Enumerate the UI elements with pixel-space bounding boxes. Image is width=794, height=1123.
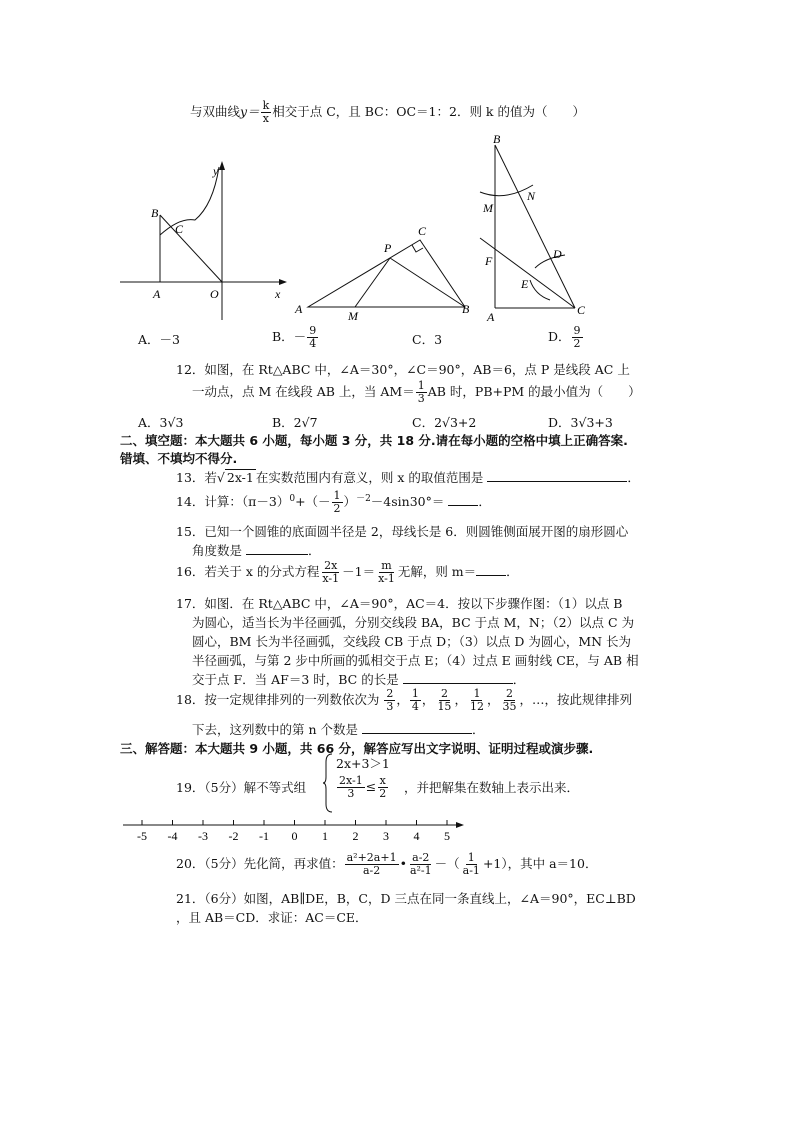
q19-post: ，并把解集在数轴上表示出来． [404,780,580,795]
figure-triangle-apc [290,220,480,325]
fig1-y: y [213,164,219,178]
svg-text:A: A [295,302,303,316]
svg-text:C: C [577,303,585,317]
q14-answer-blank[interactable] [448,493,478,506]
numline-tick-label: 2 [352,829,359,843]
numline-tick-label: -3 [198,829,208,843]
q21-line2: ，且 AB＝CD．求证：AC＝CE． [176,910,368,925]
q15-line1: 15．已知一个圆锥的底面圆半径是 2，母线长是 6．则圆锥侧面展开图的扇形圆心 [176,524,629,539]
svg-text:P: P [384,241,392,255]
system-brace [322,752,334,814]
q18-line1: 18．按一定规律排列的一列数依次为 $\frac{2}{3}$ ， $\frac{1}{4}$ ， $\frac{2}{15}$ ， $\frac{1}{12}$ ， $\frac{2}{35}$ ，…，按此规律排列 [176,687,632,713]
q16-text: 16．若关于 x 的分式方程 $\frac{2x}{x-1}$ －1＝ $\frac{m}{x-1}$ 无解，则 m＝ ． [176,559,519,585]
q17-line2: 为圆心，适当长为半径画弧，分别交线段 BA，BC 于点 M，N；（2）以点 C 为 [192,615,635,630]
numline-tick-label: -5 [137,829,147,843]
svg-text:M: M [483,201,493,215]
q12-line1: 12．如图，在 Rt△ABC 中，∠A＝30°，∠C＝90°，AB＝6，点 P 是线段 AC 上 [176,362,630,377]
q13-answer-blank[interactable] [487,469,627,482]
numline-tick-label: -4 [167,829,178,843]
q15-line2: 角度数是 ． [192,543,321,558]
q17-line1: 17．如图．在 Rt△ABC 中，∠A＝90°，AC＝4．按以下步骤作图：（1）以点 B [176,596,623,611]
q19-inequality-1: 2x+3＞1 [336,756,390,771]
svg-text:M: M [348,309,358,323]
q17-line5: 交于点 F．当 AF＝3 时，BC 的长是 ． [192,672,526,687]
svg-text:B: B [462,302,470,316]
number-line [118,815,468,845]
q12-option-d[interactable]: D．3√3+3 [548,415,613,430]
q18-answer-blank[interactable] [362,721,472,734]
svg-text:D: D [553,247,562,261]
q12-line2: 一动点，点 M 在线段 AB 上，当 AM＝ $\frac{1}{3}$ AB 时，PB+PM 的最小值为（ ） [192,379,641,405]
q11-option-d[interactable]: D． $\frac{9}{2}$ [548,324,581,350]
fig1-A: A [153,287,161,301]
q11-option-a[interactable]: A．－3 [138,332,180,347]
section2-heading: 二、填空题：本大题共 6 小题，每小题 3 分，共 18 分.请在每小题的空格中填上正确答案. [120,433,628,448]
q15-answer-blank[interactable] [246,542,308,555]
numline-tick-label: -1 [259,829,269,843]
section2-note: 错填、不填均不得分. [120,451,238,466]
numline-tick-label: 0 [291,829,298,843]
q18-line2: 下去，这列数中的第 n 个数是 ． [192,722,485,737]
q19-inequality-2: $\frac{2x-1}{3}$ ≤ $\frac{x}{2}$ [339,774,387,800]
fig1-B: B [151,206,159,220]
q14-text: 14．计算：$(\pi-3)^0+(-$ $\frac{1}{2}$ ）$^{-2}$－4sin30°＝ ． [176,489,491,515]
numline-tick-label: 5 [444,829,450,843]
svg-text:B: B [493,132,501,146]
fig1-O: O [210,287,219,301]
q20-text: 20．（5分）先化简，再求值： $\frac{\text{a²+2a+1}}{a-2}$ • $\frac{a-2}{\text{a²-1}}$ －（ $\frac{1}{a-1}$ +1），其中 a＝10． [176,851,598,877]
q16-answer-blank[interactable] [476,563,506,576]
q21-line1: 21．（6分）如图，AB∥DE，B，C，D 三点在同一条直线上，∠A＝90°，EC⊥BD [176,891,636,906]
q19-pre: 19．（5分）解不等式组 [176,780,307,795]
svg-text:C: C [418,224,427,238]
figure-hyperbola [115,155,295,325]
q12-option-c[interactable]: C．2√3+2 [412,415,477,430]
numline-tick-label: 1 [322,829,328,843]
svg-text:F: F [485,254,493,268]
q17-answer-blank[interactable] [403,671,513,684]
fig1-x: x [275,287,281,301]
numline-tick-label: -2 [228,829,239,843]
numline-tick-label: 3 [383,829,389,843]
figure-construction [475,130,585,325]
q11-text: 与双曲线y＝ $\frac{k}{x}$ 相交于点 C，且 BC：OC＝1：2．则 k 的值为（ ） [190,99,585,125]
section3-heading: 三、解答题：本大题共 9 小题，共 66 分，解答应写出文字说明、证明过程或演步骤. [120,741,594,756]
svg-text:E: E [521,277,529,291]
svg-text:N: N [527,189,536,203]
q12-option-a[interactable]: A．3√3 [138,415,184,430]
q17-line4: 半径画弧，与第 2 步中所画的弧相交于点 E；（4）过点 E 画射线 CE，与 AB 相 [192,653,639,668]
fig1-C: C [175,222,184,236]
numline-tick-label: 4 [413,829,420,843]
q13-text: 13．若√ 2x-1 在实数范围内有意义，则 x 的取值范围是 ． [176,470,640,485]
q11-option-c[interactable]: C．3 [412,332,443,347]
q11-option-b[interactable]: B．－ $\frac{9}{4}$ [272,324,317,350]
q17-line3: 圆心，BM 长为半径画弧，交线段 CB 于点 D；（3）以点 D 为圆心，MN 长为 [192,634,632,649]
svg-text:A: A [487,310,495,324]
q12-option-b[interactable]: B．2√7 [272,415,318,430]
